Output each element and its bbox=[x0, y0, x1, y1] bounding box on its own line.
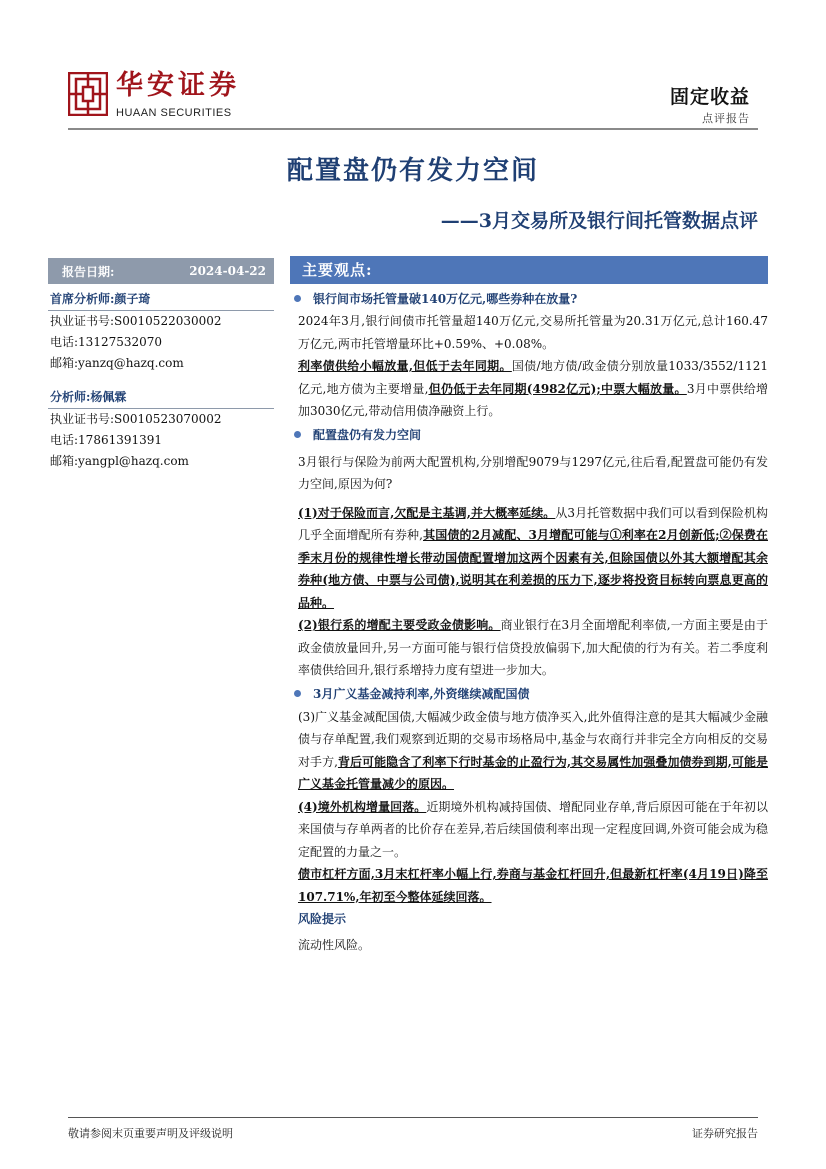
analyst-cert: 执业证书号:S0010523070002 bbox=[50, 412, 222, 426]
bullet-heading bbox=[294, 286, 768, 310]
report-title: 配置盘仍有发力空间 bbox=[286, 156, 539, 186]
bold-underlined-text: (2)银行系的增配主要受政金债影响。 bbox=[298, 618, 501, 632]
bullet-heading bbox=[294, 423, 768, 447]
bullet-heading-text: 配置盘仍有发力空间 bbox=[313, 428, 422, 442]
page-header bbox=[0, 0, 826, 130]
footer-label: 证券研究报告 bbox=[692, 1127, 758, 1140]
brand-name-en: HUAAN SECURITIES bbox=[116, 107, 232, 119]
paragraph-text: 从3月托管数据中我们可以看到保险机构几乎全面增配所有券种, bbox=[298, 505, 768, 542]
bullet-heading-text: 银行间市场托管量破140万亿元,哪些券种在放量? bbox=[313, 291, 578, 306]
report-date-value: 2024-04-22 bbox=[189, 264, 266, 278]
header-divider bbox=[68, 128, 758, 130]
footer-disclaimer: 敬请参阅末页重要声明及评级说明 bbox=[68, 1127, 233, 1140]
huaan-logo-icon bbox=[68, 72, 108, 116]
main-content bbox=[290, 256, 768, 957]
paragraph-text: 3月中票供给增加3030亿元,带动信用债净融资上行。 bbox=[298, 381, 768, 418]
paragraph-text: 国债/地方债/政金债分别放量1033/3552/1121亿元,地方债为主要增量, bbox=[298, 359, 769, 396]
brand-name-cn: 华安证券 bbox=[116, 70, 240, 101]
paragraph: 3月银行与保险为前两大配置机构,分别增配9079与1297亿元,往后看,配置盘可能仍有发力空间,原因为何? bbox=[298, 454, 768, 491]
paragraph bbox=[298, 355, 768, 423]
paragraph-text: (3)广义基金减配国债,大幅减少政金债与地方债净买入,此外值得注意的是其大幅减少金融债与存单配置,我们观察到近期的交易市场格局中,基金与农商行并非完全方向相反的交易对手方, bbox=[298, 709, 768, 769]
paragraph bbox=[298, 614, 768, 682]
analyst-email[interactable]: 邮箱:yangpl@hazq.com bbox=[50, 454, 189, 468]
paragraph bbox=[298, 796, 768, 864]
chief-analyst-phone: 电话:13127532070 bbox=[50, 335, 163, 349]
bold-underlined-text: 利率债供给小幅放量,但低于去年同期。 bbox=[298, 359, 512, 373]
chief-analyst-email[interactable]: 邮箱:yanzq@hazq.com bbox=[50, 356, 184, 370]
report-type: 点评报告 bbox=[702, 112, 750, 125]
bold-underlined-text: 其国债的2月减配、3月增配可能与①利率在2月创新低;②保费在季末月份的规律性增长带动国债配置增加这两个因素有关,但除国债以外其大额增配其余券种(地方债、中票与公司债),说明其在利差损的压力下,逐步将投资目标转向票息更高的品种。 bbox=[298, 528, 768, 610]
bold-underlined-text: (4)境外机构增量回落。 bbox=[298, 799, 427, 814]
key-points-header: 主要观点: bbox=[290, 256, 768, 284]
chief-analyst-name: 首席分析师:颜子琦 bbox=[48, 290, 274, 311]
report-category: 固定收益 bbox=[669, 86, 750, 108]
paragraph bbox=[298, 863, 768, 908]
bold-underlined-text: 背后可能隐含了利率下行时基金的止盈行为,其交易属性加强叠加债券到期,可能是广义基金托管量减少的原因。 bbox=[298, 754, 768, 791]
bullet-dot-icon bbox=[294, 431, 301, 438]
risk-text: 流动性风险。 bbox=[298, 938, 371, 952]
paragraph: 2024年3月,银行间债市托管量超140万亿元,交易所托管量为20.31万亿元,总计160.47万亿元,两市托管增量环比+0.59%、+0.08%。 bbox=[298, 314, 768, 351]
bullet-heading bbox=[294, 682, 768, 706]
paragraph-text: 近期境外机构减持国债、增配同业存单,背后原因可能在于年初以来国债与存单两者的比价存在差异,若后续国债利率出现一定程度回调,外资可能会成为稳定配置的力量之一。 bbox=[298, 799, 768, 859]
risk-heading: 风险提示 bbox=[298, 912, 347, 926]
bold-underlined-text: 债市杠杆方面,3月末杠杆率小幅上行,券商与基金杠杆回升,但最新杠杆率(4月19日)降至107.71%,年初至今整体延续回落。 bbox=[298, 867, 768, 904]
analyst-name: 分析师:杨佩霖 bbox=[48, 388, 274, 409]
analyst-phone: 电话:17861391391 bbox=[50, 433, 163, 447]
footer-divider bbox=[68, 1117, 758, 1118]
bullet-dot-icon bbox=[294, 295, 301, 302]
bullet-heading-text: 3月广义基金减持利率,外资继续减配国债 bbox=[313, 687, 530, 701]
report-date-label: 报告日期: bbox=[62, 264, 115, 279]
paragraph-text: 商业银行在3月全面增配利率债,一方面主要是由于政金债放量回升,另一方面可能与银行信贷投放偏弱下,加大配债的行为有关。若二季度利率债供给回升,银行系增持力度有望进一步加大。 bbox=[298, 618, 768, 677]
analyst-sidebar bbox=[48, 258, 274, 472]
report-subtitle: ——3月交易所及银行间托管数据点评 bbox=[440, 210, 758, 232]
bold-underlined-text: 但仍低于去年同期(4982亿元);中票大幅放量。 bbox=[428, 381, 687, 396]
chief-analyst-cert: 执业证书号:S0010522030002 bbox=[50, 314, 222, 328]
paragraph bbox=[298, 502, 768, 615]
bold-underlined-text: (1)对于保险而言,欠配是主基调,并大概率延续。 bbox=[298, 505, 556, 520]
bullet-dot-icon bbox=[294, 690, 301, 697]
report-date-bar bbox=[48, 258, 274, 284]
paragraph bbox=[298, 706, 768, 796]
